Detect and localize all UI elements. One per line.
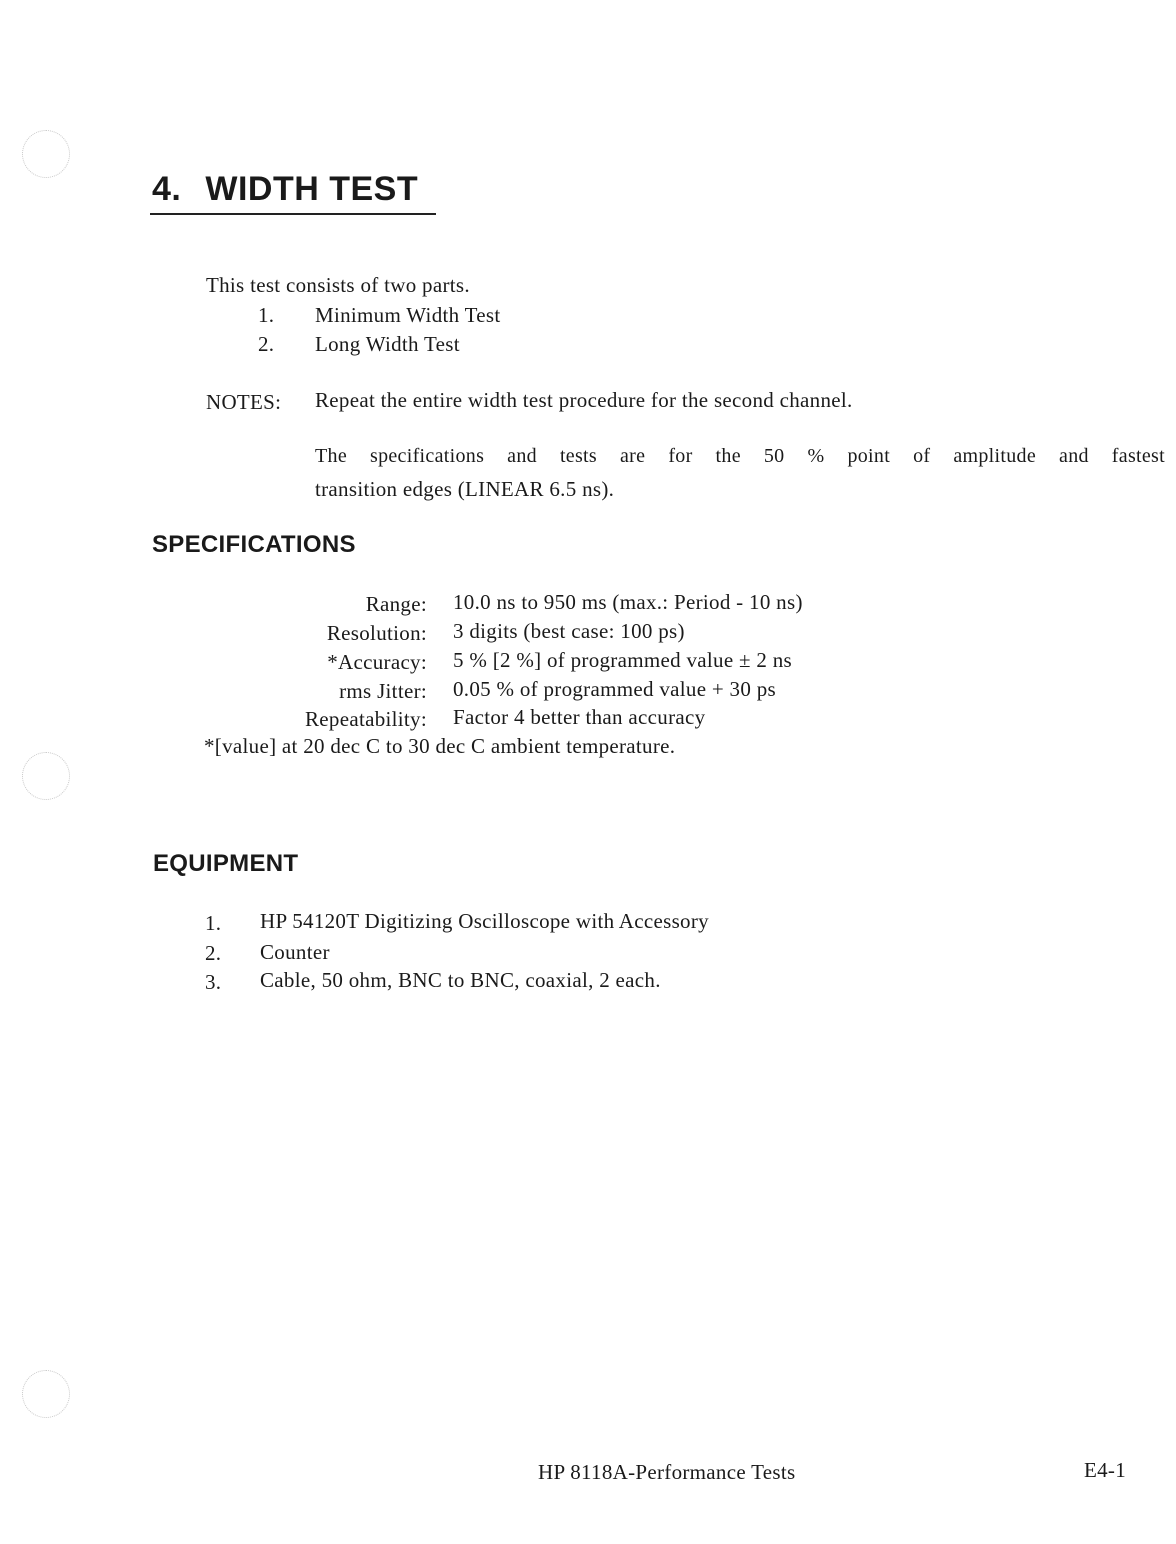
punch-hole-bottom [22, 1370, 70, 1418]
part-text: Long Width Test [315, 332, 460, 356]
spec-value-rms-jitter: 0.05 % of programmed value + 30 ps [453, 677, 776, 701]
spec-label-range: Range: [365, 592, 427, 616]
equipment-item: Cable, 50 ohm, BNC to BNC, coaxial, 2 each. [260, 968, 661, 992]
spec-label-resolution: Resolution: [326, 621, 427, 645]
spec-value-range: 10.0 ns to 950 ms (max.: Period - 10 ns) [453, 590, 803, 614]
part-text: Minimum Width Test [315, 303, 501, 327]
spec-value-accuracy: 5 % [2 %] of programmed value ± 2 ns [453, 648, 792, 672]
page-number: E4-1 [1084, 1458, 1127, 1482]
spec-label-rms-jitter: rms Jitter: [339, 679, 427, 703]
equipment-heading: EQUIPMENT [153, 850, 299, 877]
part-number: 2. [258, 332, 275, 356]
notes-label: NOTES: [206, 390, 282, 414]
section-number: 4. [152, 170, 182, 208]
note-2-line-1: The specifications and tests are for the 50 % point of amplitude and fastest [315, 445, 1165, 467]
section-title: WIDTH TEST [205, 170, 419, 208]
intro-lead: This test consists of two parts. [206, 273, 470, 297]
footer-title: HP 8118A-Performance Tests [538, 1460, 796, 1484]
specifications-heading: SPECIFICATIONS [152, 531, 356, 558]
spec-footnote: *[value] at 20 dec C to 30 dec C ambient temperature. [204, 734, 676, 758]
punch-hole-middle [22, 752, 70, 800]
spec-value-repeatability: Factor 4 better than accuracy [453, 705, 706, 729]
equipment-item: Counter [260, 940, 330, 964]
part-number: 1. [258, 303, 275, 327]
title-underline [150, 213, 436, 215]
spec-label-accuracy: *Accuracy: [327, 650, 427, 674]
note-1: Repeat the entire width test procedure for the second channel. [315, 388, 853, 412]
equipment-number: 2. [205, 941, 222, 965]
equipment-number: 3. [205, 970, 222, 994]
spec-value-resolution: 3 digits (best case: 100 ps) [453, 619, 685, 643]
page-title [152, 170, 418, 209]
equipment-number: 1. [205, 911, 222, 935]
note-2-line-2: transition edges (LINEAR 6.5 ns). [315, 477, 615, 501]
punch-hole-top [22, 130, 70, 178]
spec-label-repeatability: Repeatability: [305, 707, 427, 731]
equipment-item: HP 54120T Digitizing Oscilloscope with Accessory [260, 909, 709, 933]
